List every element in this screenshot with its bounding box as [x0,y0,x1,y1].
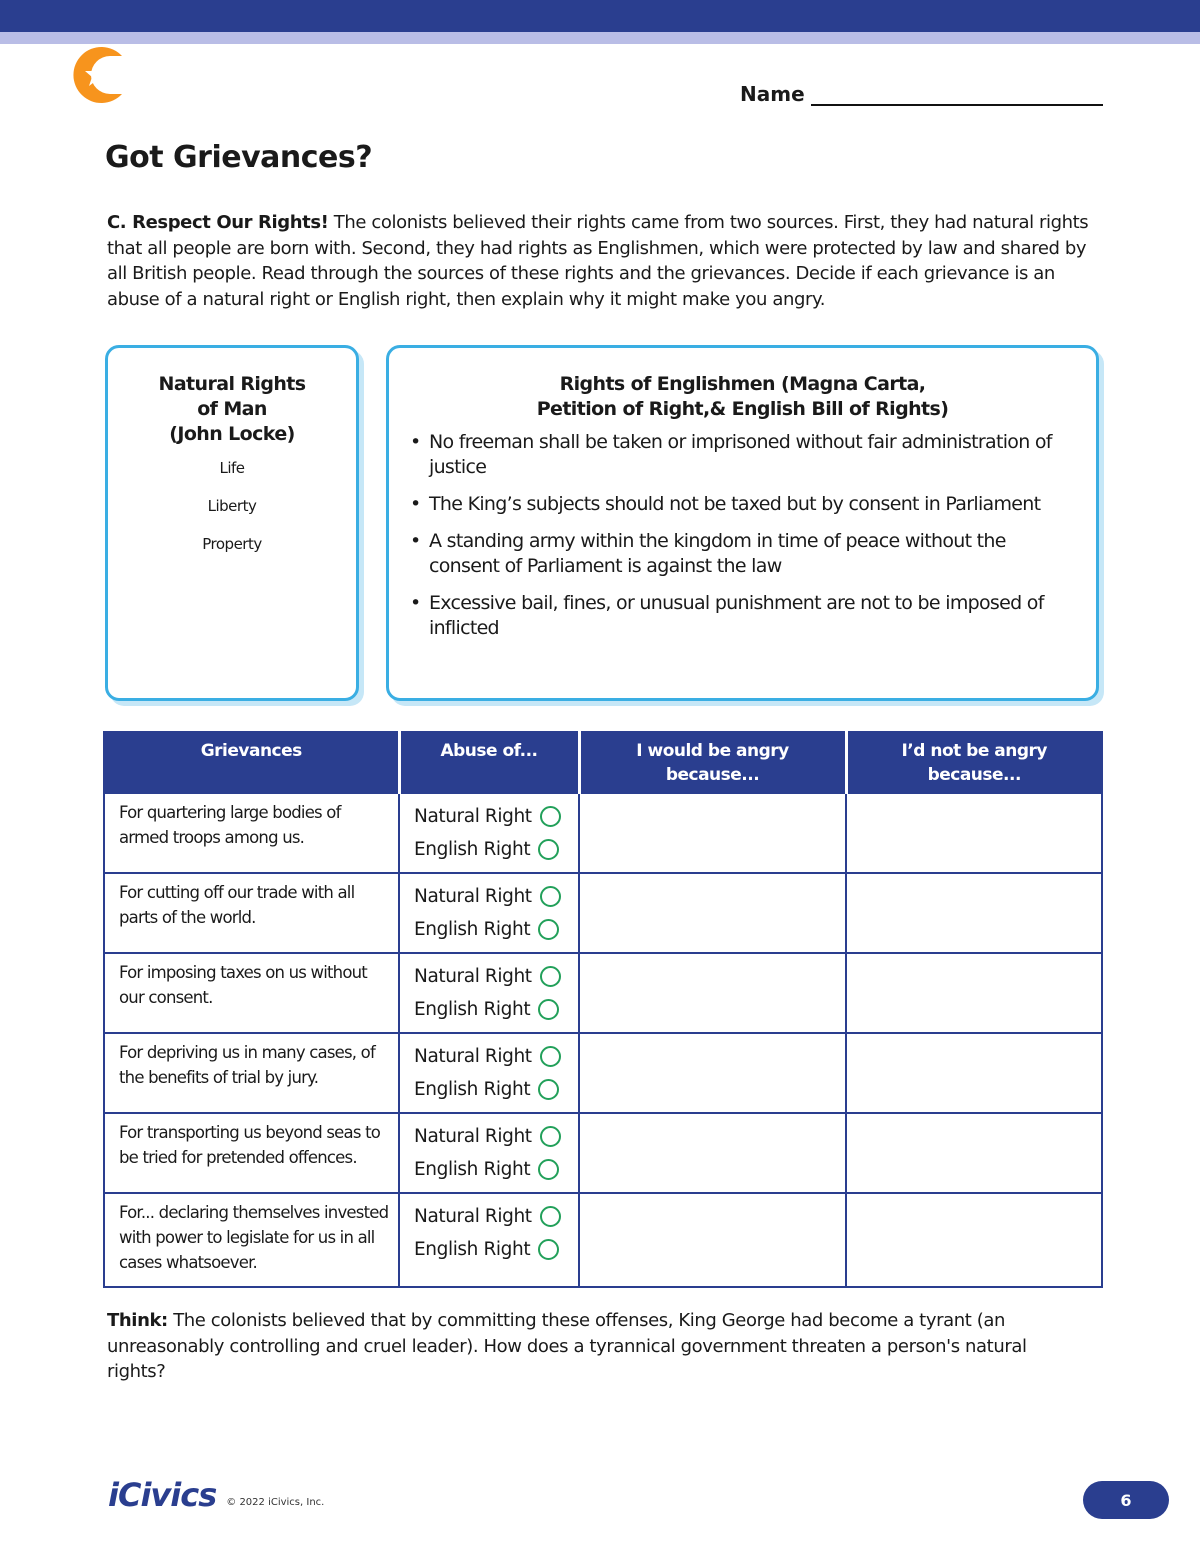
natural-right-option[interactable] [414,1200,578,1233]
natural-rights-title-line: Natural Rights [158,373,306,395]
grievances-table [103,731,1103,1288]
grievance-cell: For quartering large bodies of armed troops among us. [104,793,399,873]
column-header-not-angry: I’d not be angry because... [846,732,1102,793]
natural-rights-title-line: (John Locke) [169,423,295,445]
natural-rights-box [105,345,359,701]
angry-because-answer[interactable] [579,873,846,953]
option-label: Natural Right [414,806,532,827]
option-label: Natural Right [414,1206,532,1227]
option-label: English Right [414,1239,531,1260]
english-right-option[interactable] [414,993,578,1026]
english-rights-title-line: Rights of Englishmen (Magna Carta, [559,373,926,395]
table-row [104,1033,1102,1113]
not-angry-because-answer[interactable] [846,953,1102,1033]
radio-circle-icon[interactable] [538,1159,559,1180]
angry-because-answer[interactable] [579,793,846,873]
english-right-option[interactable] [414,1233,578,1266]
icivics-logo: iCivics [108,1476,217,1514]
option-label: English Right [414,919,531,940]
natural-right-option[interactable] [414,1120,578,1153]
abuse-cell [399,1193,579,1287]
abuse-cell [399,1113,579,1193]
abuse-cell [399,793,579,873]
natural-rights-title-line: of Man [197,398,267,420]
option-label: Natural Right [414,1046,532,1067]
english-right-option[interactable] [414,1153,578,1186]
natural-right-option[interactable] [414,800,578,833]
radio-circle-icon[interactable] [538,999,559,1020]
grievance-cell: For... declaring themselves invested with power to legislate for us in all cases whatsoever. [104,1193,399,1287]
not-angry-because-answer[interactable] [846,793,1102,873]
abuse-cell [399,873,579,953]
natural-right-option[interactable] [414,880,578,913]
table-row [104,793,1102,873]
radio-circle-icon[interactable] [538,1239,559,1260]
option-label: English Right [414,1079,531,1100]
radio-circle-icon[interactable] [538,919,559,940]
top-banner [0,0,1200,32]
grievance-cell: For cutting off our trade with all parts of the world. [104,873,399,953]
table-row [104,1113,1102,1193]
option-label: English Right [414,839,531,860]
option-label: English Right [414,1159,531,1180]
copyright-text: © 2022 iCivics, Inc. [226,1497,325,1508]
grievance-cell: For depriving us in many cases, of the benefits of trial by jury. [104,1033,399,1113]
natural-right-option[interactable] [414,960,578,993]
column-header-angry: I would be angry because... [579,732,846,793]
angry-because-answer[interactable] [579,1033,846,1113]
table-row [104,1193,1102,1287]
grievance-cell: For transporting us beyond seas to be tried for pretended offences. [104,1113,399,1193]
english-right-option[interactable] [414,1073,578,1106]
english-right-option[interactable] [414,913,578,946]
page-title: Got Grievances? [105,140,373,175]
natural-rights-list [108,459,356,573]
radio-circle-icon[interactable] [538,1079,559,1100]
grievance-cell: For imposing taxes on us without our consent. [104,953,399,1033]
english-right-option[interactable] [414,833,578,866]
footer-brand [108,1478,324,1512]
natural-right-item: Liberty [207,497,257,515]
option-label: Natural Right [414,966,532,987]
english-right-item: • A standing army within the kingdom in time of peace without the consent of Parliament is against the law [407,529,1067,579]
english-right-item: • No freeman shall be taken or imprisoned without fair administration of justice [407,430,1067,480]
table-row [104,953,1102,1033]
option-label: English Right [414,999,531,1020]
english-rights-title-line: Petition of Right,& English Bill of Rights) [536,398,949,420]
natural-right-item: Life [219,459,245,477]
abuse-cell [399,953,579,1033]
angry-because-answer[interactable] [579,953,846,1033]
radio-circle-icon[interactable] [538,839,559,860]
not-angry-because-answer[interactable] [846,873,1102,953]
not-angry-because-answer[interactable] [846,1113,1102,1193]
abuse-cell [399,1033,579,1113]
icivics-c-logo-icon [66,40,128,110]
column-header-grievances: Grievances [104,732,399,793]
natural-right-option[interactable] [414,1040,578,1073]
intro-paragraph [107,210,1097,312]
radio-circle-icon[interactable] [540,886,561,907]
name-line[interactable] [811,82,1103,106]
english-right-item: • Excessive bail, fines, or unusual punishment are not to be imposed of inflicted [407,591,1067,641]
option-label: Natural Right [414,1126,532,1147]
radio-circle-icon[interactable] [540,806,561,827]
page-number-badge [1083,1481,1169,1519]
radio-circle-icon[interactable] [540,966,561,987]
intro-text: The colonists believed their rights came from two sources. First, they had natural rights that all people are born with. Second, they had rights as Englishmen, which were protected by law and shared by all British people. Read through the sources of these rights and the grievances. Decide if each grievance is an abuse of a natural right or English right, then explain why it might make you angry. [107,212,1089,310]
english-rights-list [407,430,1067,641]
page-number: 6 [1120,1490,1132,1510]
radio-circle-icon[interactable] [540,1126,561,1147]
name-field [740,82,1103,106]
think-text: The colonists believed that by committing these offenses, King George had become a tyrant (an unreasonably controlling and cruel leader). How does a tyrannical government threaten a person's natural rights? [107,1310,1027,1382]
english-rights-box [386,345,1099,701]
think-question [107,1308,1067,1385]
table-row [104,873,1102,953]
think-label: Think: [107,1310,168,1331]
natural-right-item: Property [202,535,262,553]
radio-circle-icon[interactable] [540,1046,561,1067]
angry-because-answer[interactable] [579,1193,846,1287]
english-right-item: • The King’s subjects should not be taxed but by consent in Parliament [407,492,1067,517]
column-header-abuse: Abuse of... [399,732,579,793]
intro-heading: C. Respect Our Rights! [107,212,329,233]
top-banner-stripe [0,32,1200,44]
table-header-row [104,732,1102,793]
option-label: Natural Right [414,886,532,907]
angry-because-answer[interactable] [579,1113,846,1193]
natural-rights-title [108,372,356,447]
not-angry-because-answer[interactable] [846,1033,1102,1113]
not-angry-because-answer[interactable] [846,1193,1102,1287]
radio-circle-icon[interactable] [540,1206,561,1227]
name-label: Name [740,82,805,106]
english-rights-title [389,372,1096,422]
